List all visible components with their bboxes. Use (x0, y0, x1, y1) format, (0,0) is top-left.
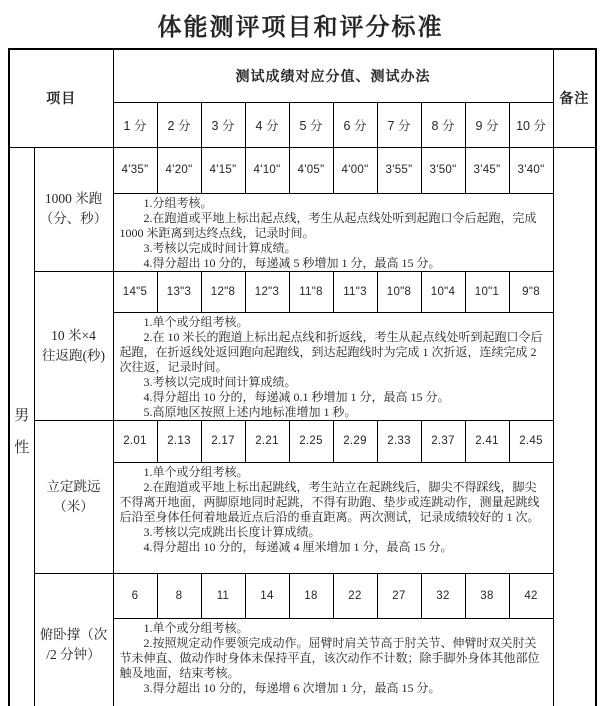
header-score-cell: 1 分 (113, 102, 157, 147)
score-value-cell: 9"8 (509, 271, 553, 312)
header-score-cell: 10 分 (509, 102, 553, 147)
score-value-cell: 2.25 (289, 420, 333, 462)
method-step: 1.单个或分组考核。 (143, 464, 249, 479)
score-value-cell: 3'50" (421, 147, 465, 193)
method-step: 3.得分超出 10 分的，每递增 6 次增加 1 分，最高 15 分。 (143, 680, 441, 695)
method-step: 3.考核以完成时间计算成绩。 (143, 240, 297, 255)
score-value-cell: 10"8 (377, 271, 421, 312)
item-name-line: （分、秒） (39, 211, 108, 226)
header-score-cell: 4 分 (245, 102, 289, 147)
score-value-cell: 2.33 (377, 420, 421, 462)
score-value-cell: 14"5 (113, 271, 157, 312)
method-step: 3.考核以完成时间计算成绩。 (143, 374, 297, 389)
header-score-cell: 6 分 (333, 102, 377, 147)
score-value-cell: 2.45 (509, 420, 553, 462)
method-cell (113, 193, 553, 271)
method-step: 4.得分超出 10 分的，每递减 4 厘米增加 1 分，最高 15 分。 (143, 539, 453, 554)
score-value-cell: 2.41 (465, 420, 509, 462)
score-value-cell: 8 (157, 573, 201, 618)
score-value-cell: 2.37 (421, 420, 465, 462)
gender-cell (9, 147, 34, 706)
score-value-cell: 11 (201, 573, 245, 618)
score-value-cell: 13"3 (157, 271, 201, 312)
item-name-cell (34, 420, 113, 573)
item-name-line: 俯卧撑（次 (39, 626, 108, 642)
score-value-cell: 10"4 (421, 271, 465, 312)
item-name-line: 10 米×4 (51, 327, 96, 343)
score-value-cell: 11"3 (333, 271, 377, 312)
score-value-cell: 4'05" (289, 147, 333, 193)
method-step: 2.在跑道或平地上标出起点线，考生从起点线处听到起跑口令后起跑，完成 1000 米距离到达终点线，记录时间。 (119, 210, 537, 240)
score-value-cell: 32 (421, 573, 465, 618)
remark-cell (553, 147, 596, 706)
header-score-cell: 9 分 (465, 102, 509, 147)
score-value-cell: 22 (333, 573, 377, 618)
method-step: 2.按照规定动作要领完成动作。屈臂时肩关节高于肘关节、伸臂时双关肘关节未伸直、做动作时身体未保持平直，该次动作不计数；除手脚外身体其他部位触及地面，结束考核。 (119, 635, 540, 680)
gender-label: 男性 (14, 407, 30, 456)
header-remark-cell: 备注 (553, 49, 596, 147)
method-step: 5.高原地区按照上述内地标准增加 1 秒。 (143, 404, 357, 419)
score-value-cell: 2.13 (157, 420, 201, 462)
header-score-cell: 3 分 (201, 102, 245, 147)
item-name-cell (34, 147, 113, 271)
item-name-line: /2 分钟） (46, 646, 101, 662)
score-value-cell: 4'00" (333, 147, 377, 193)
method-step: 2.在 10 米长的跑道上标出起点线和折返线，考生从起点线处听到起跑口令后起跑，在折返线处返回跑向起跑线，到达起跑线时为完成 1 次折返，连续完成 2 次往返，记录时间。 (119, 329, 543, 374)
header-score-cell: 7 分 (377, 102, 421, 147)
score-value-cell: 4'20" (157, 147, 201, 193)
score-value-cell: 18 (289, 573, 333, 618)
score-value-cell: 4'10" (245, 147, 289, 193)
score-value-cell: 3'55" (377, 147, 421, 193)
method-step: 3.考核以完成跳出长度计算成绩。 (143, 524, 321, 539)
item-name-cell (34, 271, 113, 420)
score-value-cell: 2.21 (245, 420, 289, 462)
item-name-line: 往返跑(秒) (42, 347, 105, 363)
method-step: 4.得分超出 10 分的，每递减 0.1 秒增加 1 分，最高 15 分。 (143, 389, 450, 404)
score-value-cell: 14 (245, 573, 289, 618)
method-step: 4.得分超出 10 分的，每递减 5 秒增加 1 分，最高 15 分。 (143, 255, 441, 270)
method-step: 1.单个或分组考核。 (143, 314, 249, 329)
item-name-line: 1000 米跑 (44, 191, 103, 206)
page-title: 体能测评项目和评分标准 (157, 15, 444, 41)
item-name-line: 立定跳远 (46, 478, 101, 494)
method-cell (113, 312, 553, 420)
header-score-cell: 5 分 (289, 102, 333, 147)
score-value-cell: 27 (377, 573, 421, 618)
item-name-line: （米） (53, 498, 94, 514)
method-step: 1.分组考核。 (143, 195, 213, 210)
score-value-cell: 12"3 (245, 271, 289, 312)
method-cell (113, 462, 553, 573)
score-value-cell: 3'45" (465, 147, 509, 193)
score-value-cell: 42 (509, 573, 553, 618)
standards-table (8, 48, 597, 706)
score-value-cell: 11"8 (289, 271, 333, 312)
score-value-cell: 10"1 (465, 271, 509, 312)
header-score-cell: 2 分 (157, 102, 201, 147)
score-value-cell: 4'35" (113, 147, 157, 193)
score-value-cell: 4'15" (201, 147, 245, 193)
score-value-cell: 12"8 (201, 271, 245, 312)
header-item-cell: 项目 (9, 49, 113, 147)
score-value-cell: 2.01 (113, 420, 157, 462)
score-value-cell: 3'40" (509, 147, 553, 193)
item-name-cell (34, 573, 113, 706)
header-score-cell: 8 分 (421, 102, 465, 147)
score-value-cell: 2.17 (201, 420, 245, 462)
header-score-section-cell: 测试成绩对应分值、测试办法 (113, 49, 553, 102)
method-step: 1.单个或分组考核。 (143, 620, 249, 635)
score-value-cell: 2.29 (333, 420, 377, 462)
method-step: 2.在跑道或平地上标出起跳线，考生站立在起跳线后，脚尖不得踩线，脚尖不得离开地面，两脚原地同时起跳，不得有助跑、垫步或连跳动作，测量起跳线后沿至身体任何着地最近点后沿的垂直距离。两次测试，记录成绩较好的 1 次。 (119, 479, 540, 524)
score-value-cell: 38 (465, 573, 509, 618)
method-cell (113, 618, 553, 706)
score-value-cell: 6 (113, 573, 157, 618)
